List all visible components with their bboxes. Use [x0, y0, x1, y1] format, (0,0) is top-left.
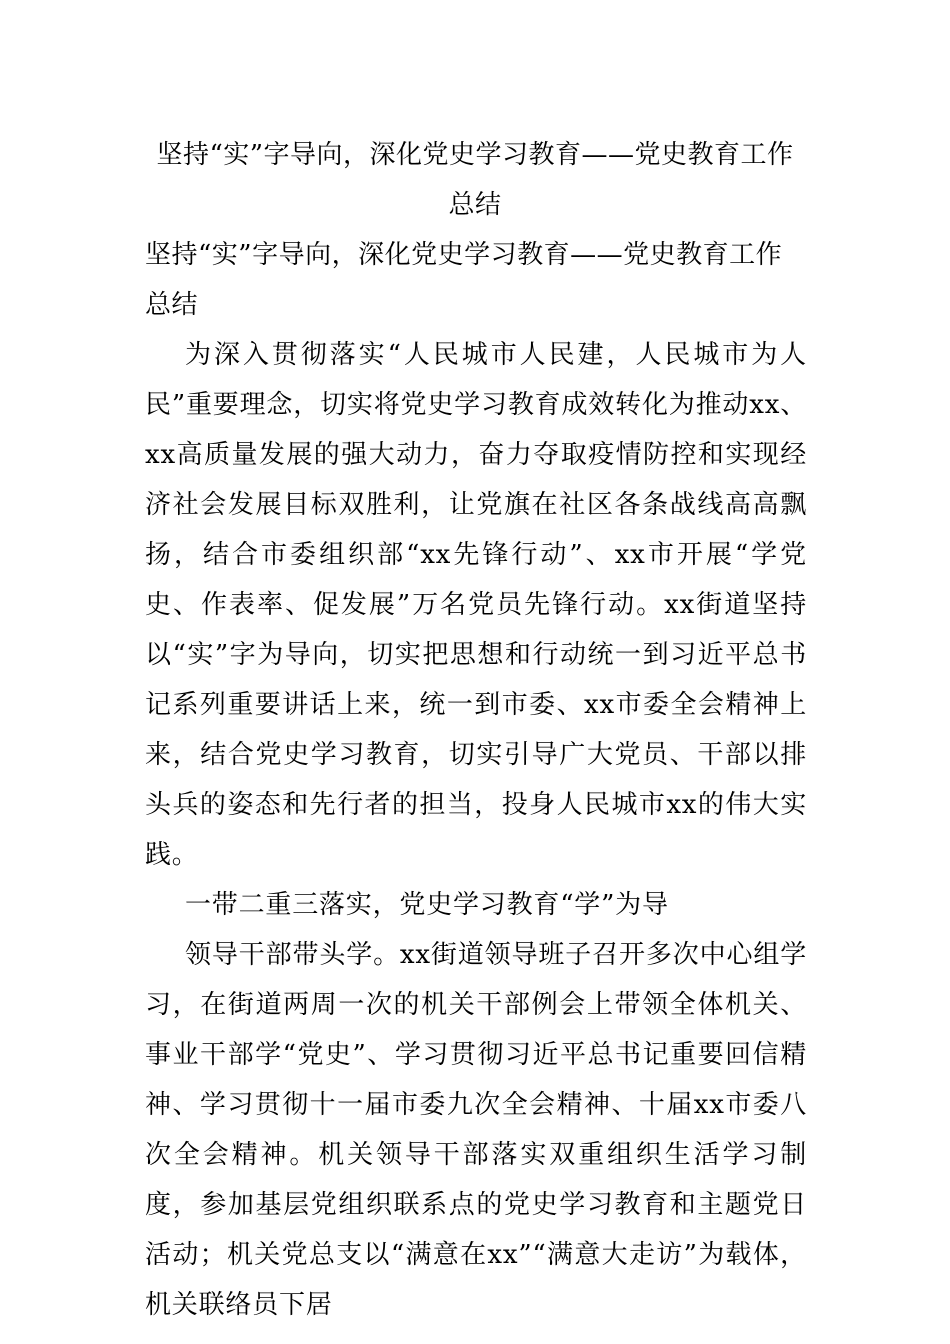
document-title: 坚持“实”字导向，深化党史学习教育——党史教育工作总结 [156, 140, 794, 220]
document-body [145, 230, 807, 1330]
section-heading: 一带二重三落实，党史学习教育“学”为导 [185, 890, 669, 920]
intro-paragraph: 为深入贯彻落实“人民城市人民建，人民城市为人民”重要理念，切实将党史学习教育成效转化为推动xx、xx高质量发展的强大动力，奋力夺取疫情防控和实现经济社会发展目标双胜利，让党旗在社区各条战线高高飘扬，结合市委组织部“xx先锋行动”、xx市开展“学党史、作表率、促发展”万名党员先锋行动。xx街道坚持以“实”字为导向，切实把思想和行动统一到习近平总书记系列重要讲话上来，统一到市委、xx市委全会精神上来，结合党史学习教育，切实引导广大党员、干部以排头兵的姿态和先行者的担当，投身人民城市xx的伟大实践。 [145, 340, 807, 870]
title-repeat: 坚持“实”字导向，深化党史学习教育——党史教育工作总结 [145, 240, 783, 320]
body-paragraph: 领导干部带头学。xx街道领导班子召开多次中心组学习，在街道两周一次的机关干部例会上带领全体机关、事业干部学“党史”、学习贯彻习近平总书记重要回信精神、学习贯彻十一届市委九次全会精神、十届xx市委八次全会精神。机关领导干部落实双重组织生活学习制度，参加基层党组织联系点的党史学习教育和主题党日活动；机关党总支以“满意在xx”“满意大走访”为载体，机关联络员下居 [145, 940, 807, 1320]
